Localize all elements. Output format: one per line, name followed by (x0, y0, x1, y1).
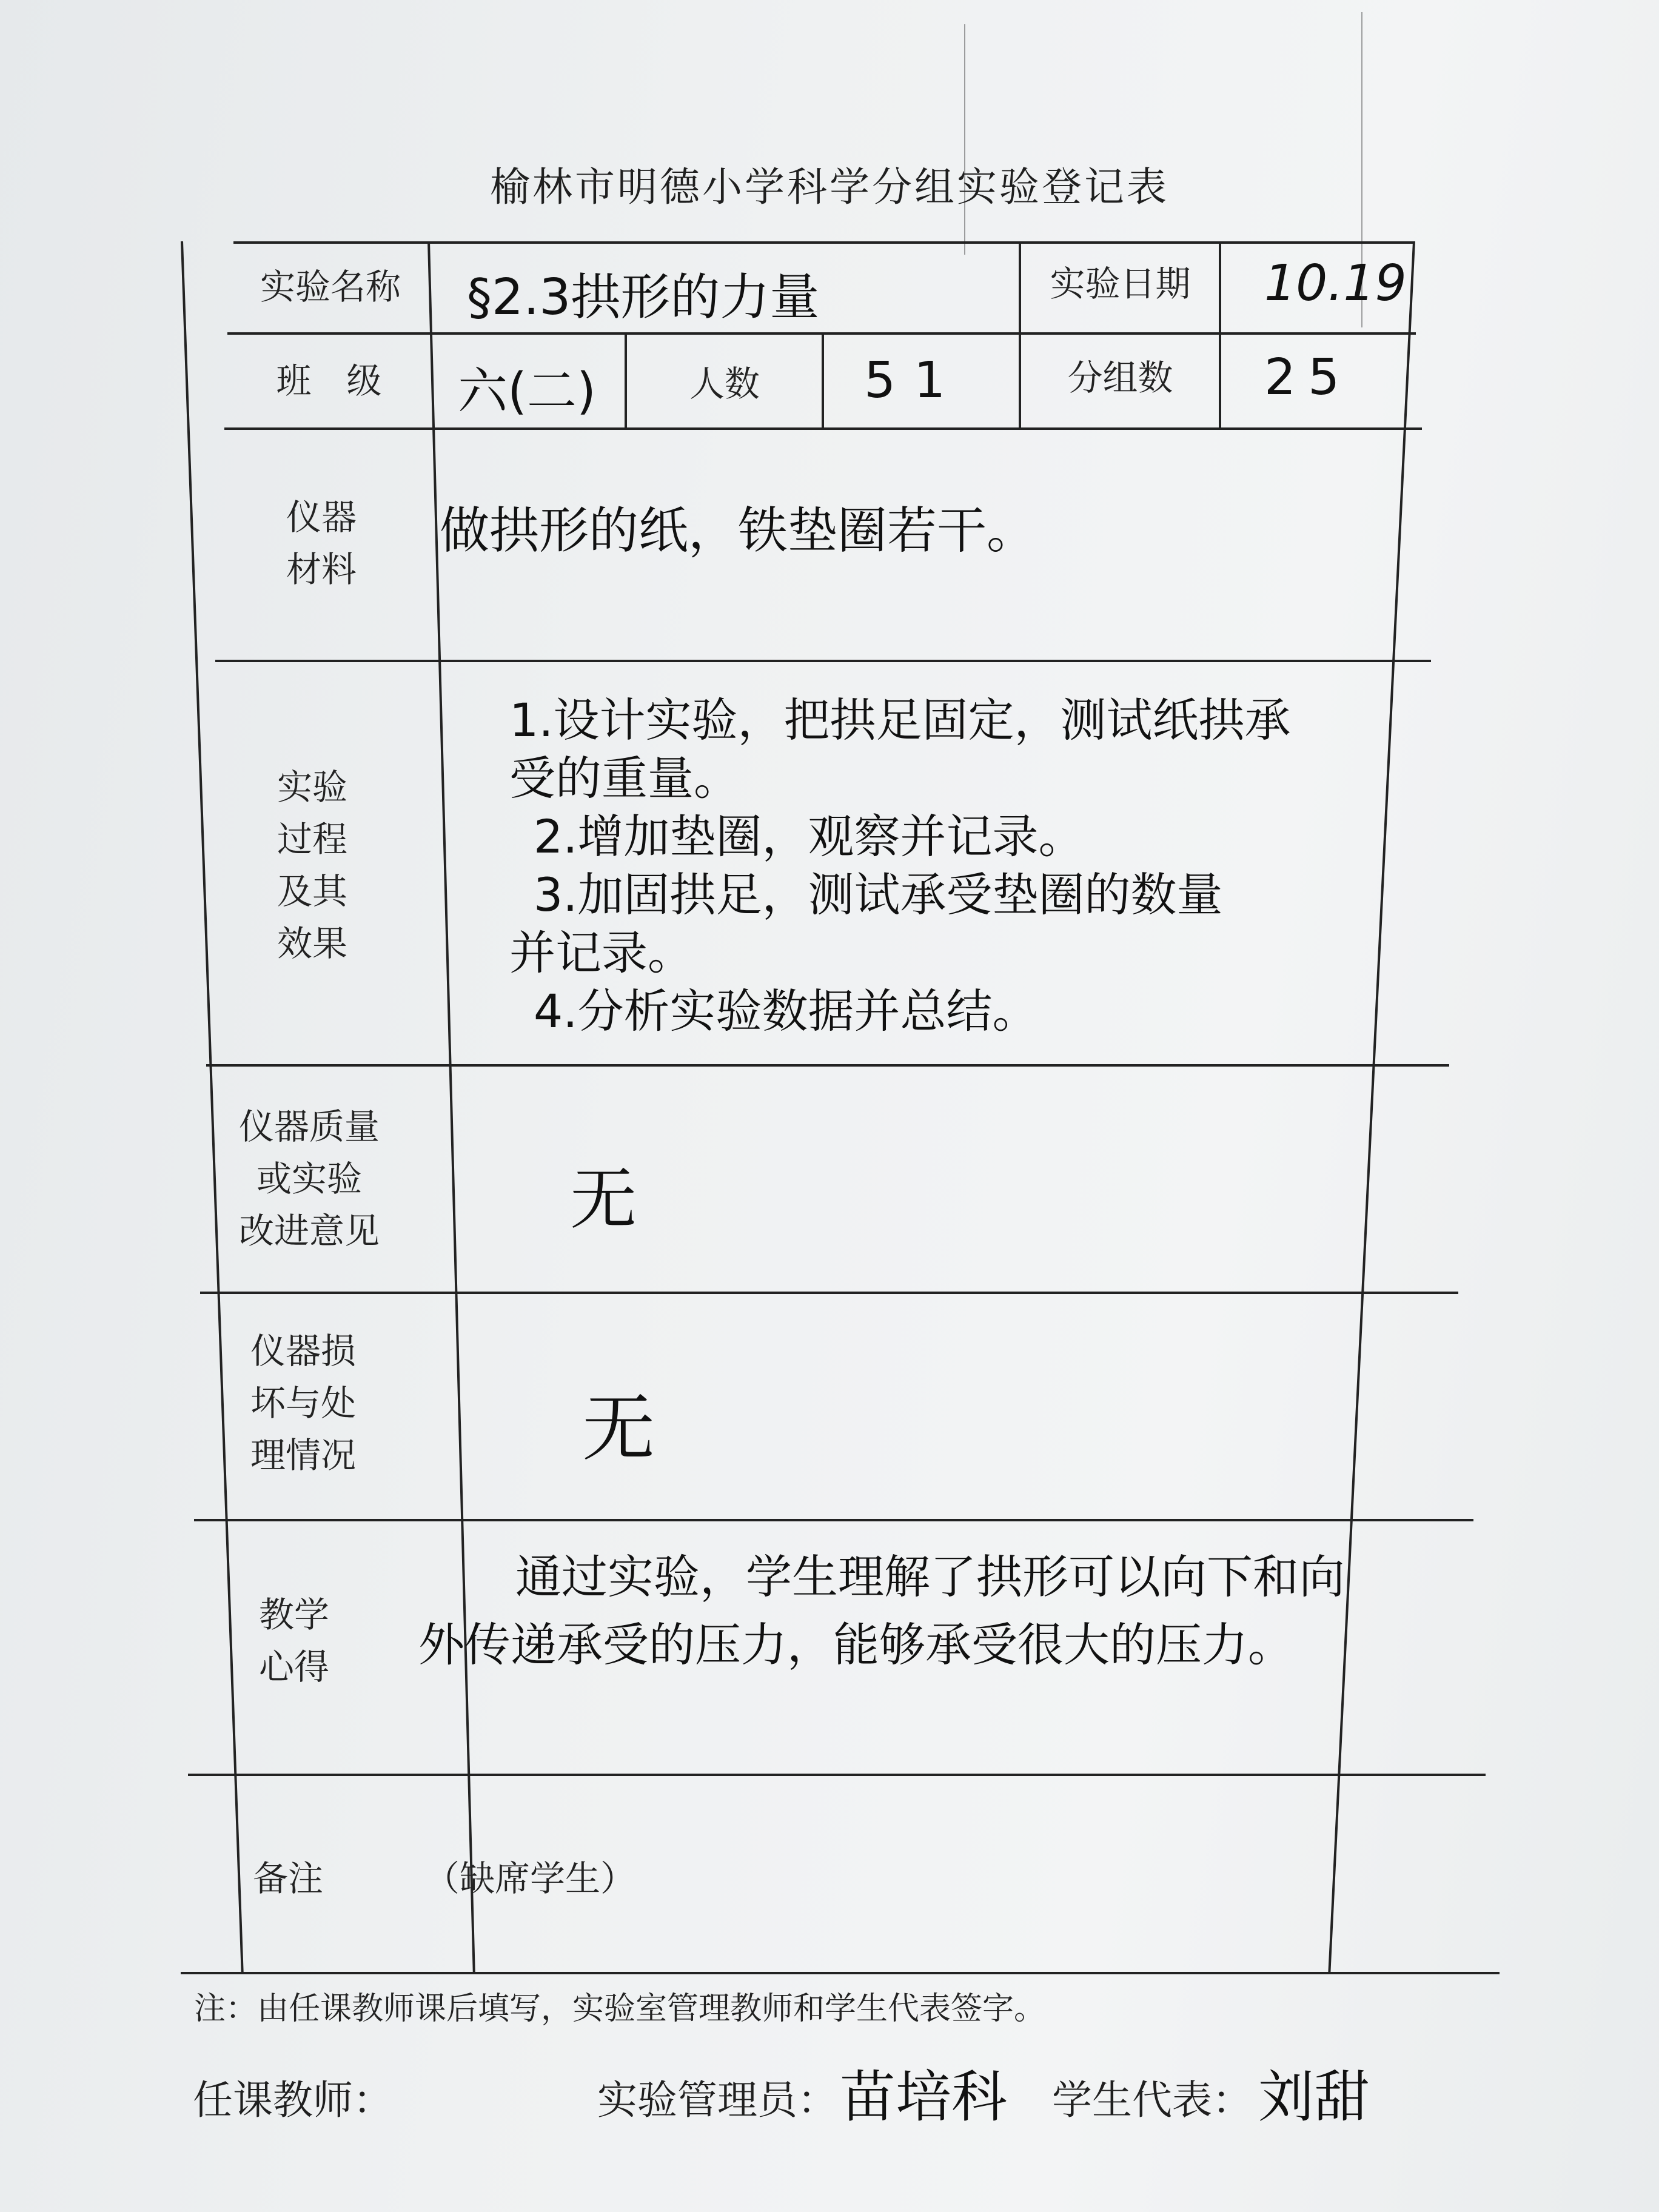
student-rep-label: 学生代表： (1052, 2077, 1252, 2123)
value-process (509, 691, 1291, 1041)
fold-line (964, 24, 965, 255)
table-rule (215, 660, 1431, 662)
table-rule (194, 1519, 1473, 1521)
label-line: 或实验 (256, 1158, 362, 1199)
table-rule (188, 1774, 1486, 1776)
student-rep-signature: 刘甜 (1258, 2065, 1370, 2130)
label-line: 心得 (258, 1646, 329, 1687)
label-groups: 分组数 (1067, 357, 1173, 398)
process-line: 并记录。 (509, 926, 694, 980)
lab-admin-signature: 苗培科 (840, 2065, 1008, 2130)
label-experiment-name: 实验名称 (260, 266, 401, 307)
label-line: 仪器损 (250, 1330, 356, 1372)
value-groups: 25 (1264, 349, 1352, 406)
label-line: 及其 (276, 871, 347, 912)
label-teaching (203, 1589, 385, 1693)
label-people: 人数 (689, 363, 760, 404)
table-rule (233, 241, 1413, 244)
form-title: 榆林市明德小学科学分组实验登记表 (490, 164, 1169, 210)
value-teaching (418, 1543, 1345, 1679)
label-line: 效果 (276, 923, 347, 964)
process-line: 2.增加垫圈，观察并记录。 (534, 809, 1085, 863)
label-experiment-date: 实验日期 (1050, 263, 1191, 304)
lab-admin-label: 实验管理员： (597, 2077, 837, 2123)
value-experiment-name: §2.3拱形的力量 (467, 269, 820, 326)
table-rule (224, 427, 1422, 430)
label-line: 材料 (286, 549, 357, 590)
teacher-label: 任课教师： (193, 2077, 393, 2123)
label-line: 实验 (276, 766, 347, 808)
value-quality: 无 (570, 1161, 637, 1238)
process-line: 4.分析实验数据并总结。 (534, 984, 1039, 1038)
label-line: 坏与处 (250, 1382, 356, 1424)
table-rule (625, 332, 627, 427)
value-people: 51 (864, 352, 964, 409)
table-rule (1019, 241, 1021, 427)
label-quality (212, 1101, 406, 1257)
label-class: 班 级 (276, 360, 382, 401)
label-equipment (230, 491, 412, 595)
table-rule (206, 1064, 1449, 1067)
label-damage (209, 1325, 397, 1481)
table-rule (181, 1972, 1500, 1974)
table-rule (822, 332, 824, 427)
teaching-line: 通过实验，学生理解了拱形可以向下和向 (515, 1550, 1345, 1604)
label-line: 仪器 (286, 497, 357, 538)
table-border-right (1328, 241, 1415, 1974)
process-line: 受的重量。 (509, 751, 740, 805)
process-line: 3.加固拱足，测试承受垫圈的数量 (534, 868, 1223, 922)
table-rule (1219, 241, 1221, 427)
label-line: 改进意见 (238, 1210, 380, 1252)
table-rule (200, 1292, 1458, 1294)
label-remarks: 备注 (252, 1858, 323, 1899)
teaching-line: 外传递承受的压力，能够承受很大的压力。 (418, 1618, 1294, 1672)
label-line: 理情况 (250, 1435, 356, 1476)
value-class: 六(二) (458, 363, 596, 420)
label-process (221, 761, 403, 970)
footer-note: 注：由任课教师课后填写，实验室管理教师和学生代表签字。 (194, 1991, 1046, 2027)
process-line: 1.设计实验，把拱足固定，测试纸拱承 (509, 693, 1291, 747)
value-remarks: （缺席学生） (424, 1858, 636, 1899)
value-experiment-date: 10.19 (1264, 255, 1407, 312)
label-line: 教学 (258, 1594, 329, 1635)
value-damage: 无 (582, 1387, 655, 1471)
label-line: 仪器质量 (238, 1106, 380, 1147)
value-equipment: 做拱形的纸，铁垫圈若干。 (440, 502, 1037, 560)
label-line: 过程 (276, 819, 347, 860)
